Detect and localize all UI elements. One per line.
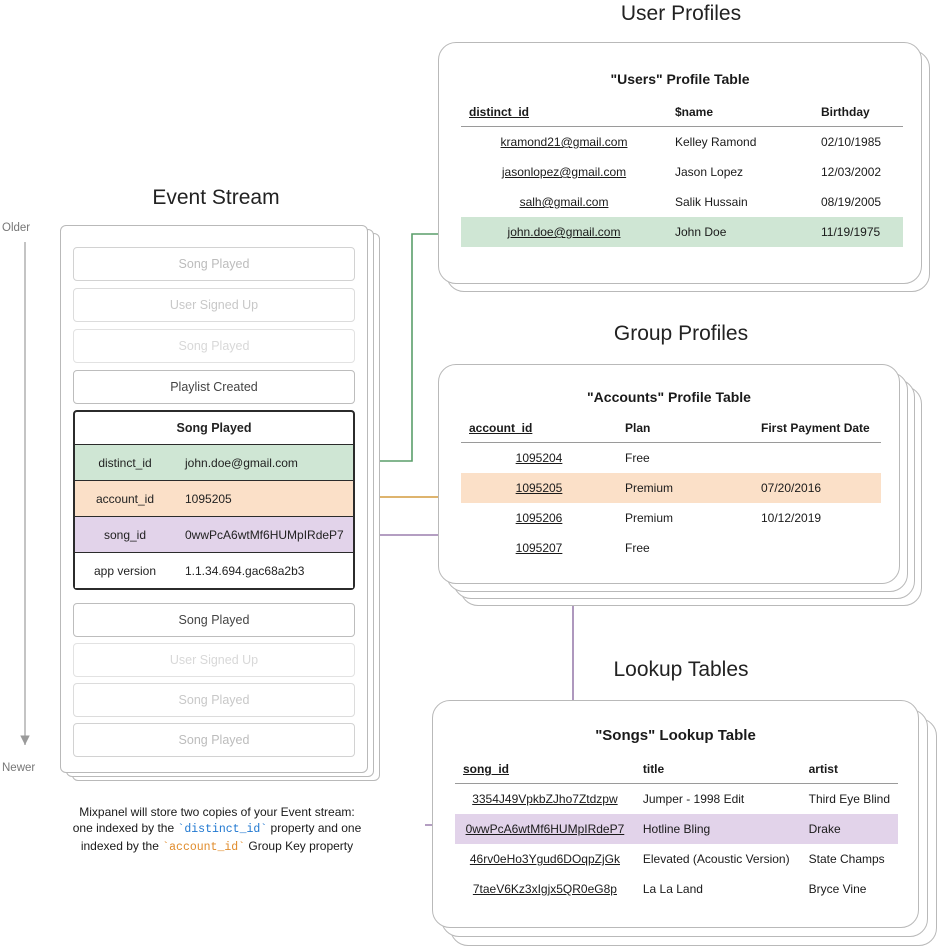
cell-plan: Free (625, 451, 650, 465)
column-header-artist: artist (801, 758, 898, 784)
table-row[interactable] (461, 443, 881, 474)
table-row-highlighted[interactable] (461, 217, 903, 247)
caption-account-id-token: `account_id` (162, 841, 246, 854)
table-row[interactable] (461, 503, 881, 533)
group-profiles-title: Group Profiles (613, 322, 749, 345)
users-profile-panel (438, 42, 922, 284)
accounts-panel-stack (438, 364, 938, 614)
caption-line-3 (52, 838, 382, 856)
cell-birthday: 11/19/1975 (813, 217, 903, 247)
table-row[interactable] (455, 784, 898, 815)
column-header-distinct-id: distinct_id (461, 101, 667, 127)
caption-line-2-c: property and one (267, 821, 362, 835)
expanded-event-card[interactable] (73, 410, 355, 590)
caption-line-3-a: indexed by the (80, 839, 163, 853)
property-value: 0wwPcA6wtMf6HUMpIRdeP7 (185, 527, 344, 542)
users-panel-stack (438, 42, 938, 292)
songs-lookup-panel (432, 700, 919, 928)
property-key: app version (93, 563, 157, 578)
accounts-profile-table (461, 417, 881, 563)
cell-account-id: 1095205 (461, 473, 617, 503)
table-header-row (461, 101, 903, 127)
property-key: distinct_id (98, 455, 152, 470)
caption-line-2-a: one indexed by the (72, 821, 178, 835)
table-row[interactable] (455, 844, 898, 874)
table-row-highlighted[interactable] (455, 814, 898, 844)
cell-title: Elevated (Acoustic Version) (642, 852, 790, 866)
cell-first-payment-date: 10/12/2019 (761, 511, 822, 525)
cell-title: Hotline Bling (635, 814, 801, 844)
property-value: 1.1.34.694.gac68a2b3 (185, 563, 305, 578)
cell-song-id: 46rv0eHo3Ygud6DOqpZjGk (469, 852, 620, 866)
cell-song-id: 7taeV6Kz3xIgjx5QR0eG8p (472, 882, 617, 896)
column-header-title: title (635, 758, 801, 784)
cell-birthday: 08/19/2005 (821, 195, 882, 209)
songs-table-title: "Songs" Lookup Table (595, 727, 756, 744)
songs-lookup-table (455, 758, 898, 904)
event-stream-title: Event Stream (152, 186, 280, 209)
cell-song-id: 3354J49VpkbZJho7Ztdzpw (472, 792, 618, 806)
accounts-table-title: "Accounts" Profile Table (587, 389, 751, 405)
cell-artist: Drake (801, 814, 898, 844)
cell-distinct-id: john.doe@gmail.com (461, 217, 667, 247)
property-key: account_id (95, 491, 155, 506)
table-row[interactable] (461, 127, 903, 158)
users-table-title: "Users" Profile Table (610, 71, 750, 87)
event-item[interactable]: Song Played (73, 603, 355, 637)
caption-line-3-c: Group Key property (245, 839, 354, 853)
event-item[interactable]: Song Played (73, 329, 355, 363)
accounts-profile-panel (438, 364, 900, 584)
cell-distinct-id: salh@gmail.com (519, 195, 609, 209)
cell-account-id: 1095206 (515, 511, 563, 525)
column-header-plan: Plan (617, 417, 753, 443)
cell-name: John Doe (667, 217, 813, 247)
event-item[interactable]: Song Played (73, 723, 355, 757)
event-item[interactable]: User Signed Up (73, 288, 355, 322)
cell-account-id: 1095207 (515, 541, 563, 555)
user-profiles-title: User Profiles (620, 2, 742, 25)
event-item[interactable]: Playlist Created (73, 370, 355, 404)
songs-panel-stack (432, 700, 937, 946)
timeline-older-label: Older (2, 222, 31, 234)
cell-name: Kelley Ramond (675, 135, 757, 149)
cell-title: La La Land (642, 882, 703, 896)
cell-plan: Premium (625, 511, 674, 525)
table-header-row (455, 758, 898, 784)
column-header-song-id: song_id (455, 758, 635, 784)
table-row-highlighted[interactable] (461, 473, 881, 503)
cell-birthday: 02/10/1985 (821, 135, 882, 149)
event-item[interactable]: Song Played (73, 683, 355, 717)
caption-line-2 (52, 820, 382, 838)
table-row[interactable] (455, 874, 898, 904)
timeline-newer-label: Newer (2, 762, 36, 774)
caption-line-1: Mixpanel will store two copies of your Event stream: (79, 805, 355, 819)
column-header-birthday: Birthday (813, 101, 903, 127)
event-stream-caption (52, 804, 382, 856)
event-property-account-id[interactable] (75, 480, 353, 516)
cell-first-payment-date (753, 443, 881, 474)
cell-first-payment-date: 07/20/2016 (753, 473, 881, 503)
cell-artist: Third Eye Blind (808, 792, 890, 806)
lookup-tables-title: Lookup Tables (613, 658, 749, 681)
expanded-event-title: Song Played (176, 421, 252, 435)
cell-artist: Bryce Vine (808, 882, 867, 896)
cell-first-payment-date (753, 533, 881, 563)
cell-distinct-id: kramond21@gmail.com (500, 135, 628, 149)
table-row[interactable] (461, 533, 881, 563)
event-stream-stack (60, 225, 380, 780)
table-row[interactable] (461, 187, 903, 217)
table-header-row (461, 417, 881, 443)
event-property-distinct-id[interactable] (75, 444, 353, 480)
cell-title: Jumper - 1998 Edit (642, 792, 745, 806)
event-item[interactable]: Song Played (73, 247, 355, 281)
event-item[interactable]: User Signed Up (73, 643, 355, 677)
event-property-app-version[interactable] (75, 552, 353, 588)
cell-plan: Premium (617, 473, 753, 503)
users-profile-table (461, 101, 903, 247)
cell-song-id: 0wwPcA6wtMf6HUMpIRdeP7 (455, 814, 635, 844)
cell-name: Jason Lopez (675, 165, 744, 179)
cell-birthday: 12/03/2002 (821, 165, 882, 179)
property-key: song_id (103, 527, 147, 542)
event-property-song-id[interactable] (75, 516, 353, 552)
cell-distinct-id: jasonlopez@gmail.com (501, 165, 627, 179)
caption-distinct-id-token: `distinct_id` (177, 823, 268, 836)
cell-artist: State Champs (808, 852, 885, 866)
cell-plan: Free (625, 541, 650, 555)
property-value: john.doe@gmail.com (185, 455, 298, 470)
column-header-account-id: account_id (461, 417, 617, 443)
column-header-name: $name (667, 101, 813, 127)
column-header-first-payment-date: First Payment Date (753, 417, 881, 443)
table-row[interactable] (461, 157, 903, 187)
cell-name: Salik Hussain (675, 195, 748, 209)
property-value: 1095205 (185, 491, 232, 506)
cell-account-id: 1095204 (515, 451, 563, 465)
